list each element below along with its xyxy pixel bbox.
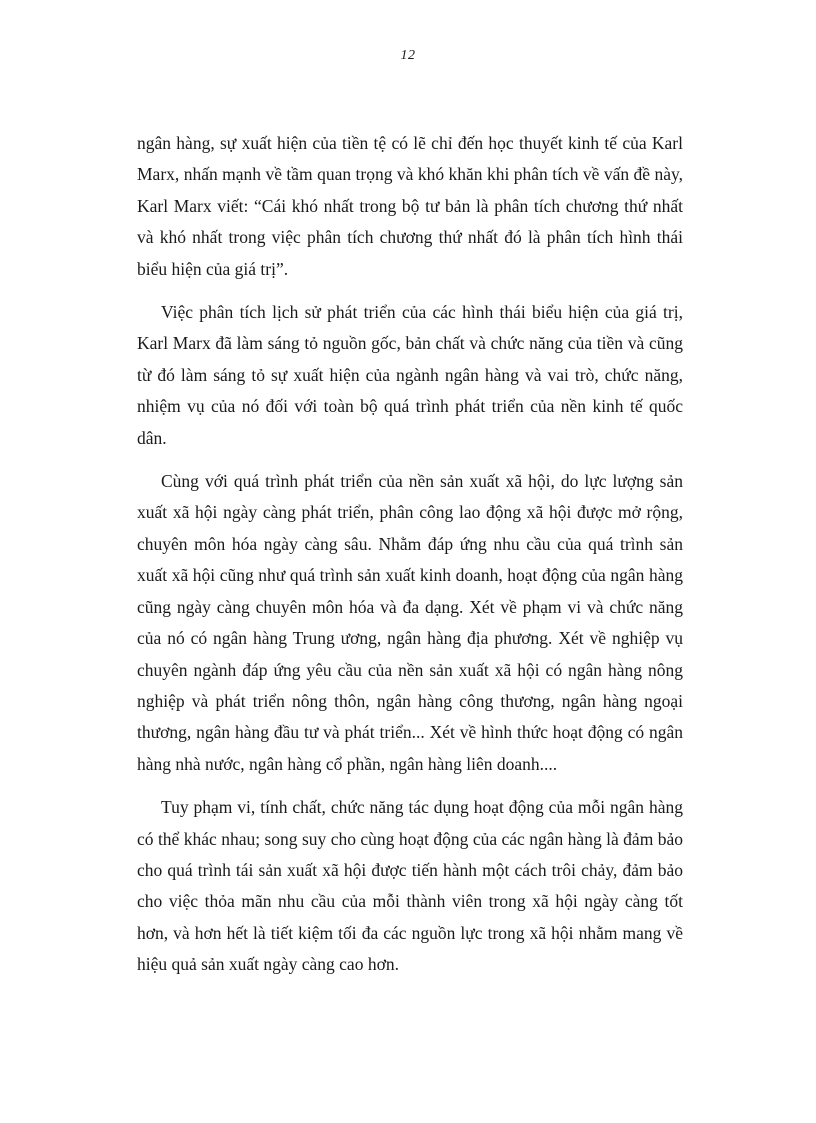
paragraph-2: Việc phân tích lịch sử phát triển của các hình thái biểu hiện của giá trị, Karl Marx đã làm sáng tỏ nguồn gốc, bản chất và chức năng của tiền và cũng từ đó làm sáng tỏ sự xuất hiện của ngành ngân hàng và vai trò, chức năng, nhiệm vụ của nó đối với toàn bộ quá trình phát triển của nền kinh tế quốc dân.: [137, 302, 683, 448]
paragraph-3: Cùng với quá trình phát triển của nền sản xuất xã hội, do lực lượng sản xuất xã hội ngày càng phát triển, phân công lao động xã hội được mở rộng, chuyên môn hóa ngày càng sâu. Nhằm đáp ứng nhu cầu của quá trình sản xuất xã hội cũng như quá trình sản xuất kinh doanh, hoạt động của ngân hàng cũng ngày càng chuyên môn hóa và đa dạng. Xét về phạm vi và chức năng của nó có ngân hàng Trung ương, ngân hàng địa phương. Xét về nghiệp vụ chuyên ngành đáp ứng yêu cầu của nền sản xuất xã hội có ngân hàng nông nghiệp và phát triển nông thôn, ngân hàng công thương, ngân hàng ngoại thương, ngân hàng đầu tư và phát triển... Xét về hình thức hoạt động có ngân hàng nhà nước, ngân hàng cổ phần, ngân hàng liên doanh....: [137, 471, 683, 774]
page-number: 12: [400, 48, 416, 63]
paragraph-4: Tuy phạm vi, tính chất, chức năng tác dụng hoạt động của mỗi ngân hàng có thể khác nhau; song suy cho cùng hoạt động của các ngân hàng là đảm bảo cho quá trình tái sản xuất xã hội được tiến hành một cách trôi chảy, đảm bảo cho việc thỏa mãn nhu cầu của mỗi thành viên trong xã hội ngày càng tốt hơn, và hơn hết là tiết kiệm tối đa các nguồn lực trong xã hội nhằm mang về hiệu quả sản xuất ngày càng cao hơn.: [137, 797, 683, 975]
paragraph-1: ngân hàng, sự xuất hiện của tiền tệ có lẽ chỉ đến học thuyết kinh tế của Karl Marx, nhấn mạnh về tầm quan trọng và khó khăn khi phân tích về vấn đề này, Karl Marx viết: “Cái khó nhất trong bộ tư bản là phân tích chương thứ nhất và khó nhất trong việc phân tích chương thứ nhất đó là phân tích hình thái biểu hiện của giá trị”.: [137, 133, 683, 279]
body-text: [137, 128, 683, 993]
